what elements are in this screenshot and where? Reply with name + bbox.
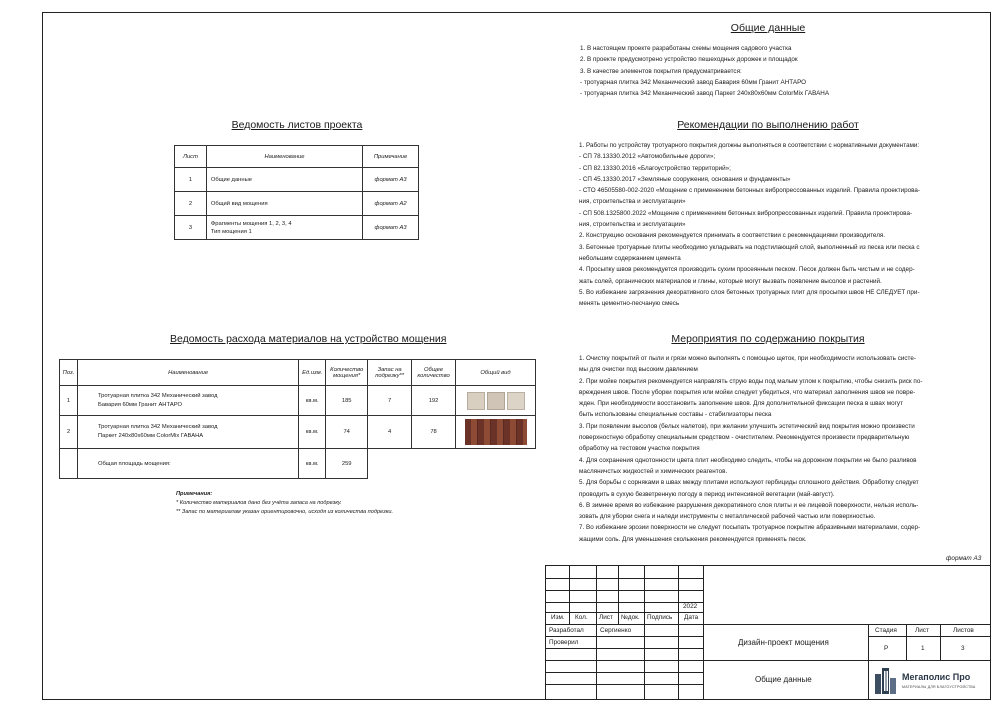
general-data-line: 1. В настоящем проекте разработаны схемы мощения садового участка: [580, 45, 792, 52]
granite-tile-swatch: [467, 392, 485, 410]
notes-head: Примечания:: [176, 491, 213, 497]
maintenance-line: обработку на тестовом участке покрытия: [579, 445, 700, 453]
materials-row-reserve: 4: [368, 416, 412, 449]
stamp-header-kol: Кол.: [575, 614, 588, 621]
general-data-title: Общие данные: [730, 22, 806, 34]
sheets-row-name-line2: Тип мощения 1: [210, 228, 252, 235]
buildings-icon: [874, 666, 898, 694]
materials-row-name-line1: Тротуарная плитка 342 Механический завод: [97, 392, 218, 399]
materials-header-view: Общий вид: [456, 360, 536, 386]
notes: [176, 490, 393, 517]
stamp-header-doc: №док.: [621, 614, 640, 621]
stamp-sheets-value: 3: [961, 645, 965, 652]
recommendations-line: ния, строительства и эксплуатации»: [579, 221, 686, 229]
maintenance-title: Мероприятия по содержанию покрытия: [671, 333, 865, 345]
sheets-row-num: 3: [175, 216, 207, 240]
sheets-header-note: Примечание: [363, 146, 419, 168]
sheets-row-note: формат А3: [363, 168, 419, 192]
materials-header-total: Общее количество: [412, 360, 456, 386]
recommendations-title: Рекомендации по выполнению работ: [677, 119, 859, 131]
materials-header-qty: Количество мощения*: [326, 360, 368, 386]
materials-table: [59, 359, 536, 479]
materials-row-total: 192: [412, 386, 456, 416]
company-logo: [874, 664, 988, 696]
notes-line: ** Запас по материалам указан ориентировочно, исходя из количества подрезки.: [176, 509, 394, 515]
materials-row-total: 78: [412, 416, 456, 449]
stamp-year: 2022: [683, 603, 698, 610]
materials-row-qty: 185: [326, 386, 368, 416]
recommendations-line: жать солей, органических материалов и глины, которые могут вызвать появление высолов и растений.: [579, 277, 882, 285]
maintenance-line: 7. Во избежание эрозии поверхности не следует посыпать тротуарное покрытие абразивными материалами, содер-: [579, 524, 921, 532]
materials-row-name-line1: Тротуарная плитка 342 Механический завод: [97, 424, 218, 430]
stamp-developed-label: Разработал: [549, 627, 584, 634]
maintenance-line: 6. В зимнее время во избежание разрушения декоративного слоя плиты и ее лицевой поверхности, нельзя исполь-: [579, 501, 919, 509]
maintenance-line: 1. Очистку покрытий от пыли и грязи можно выполнять с помощью щеток, при необходимости использовать систе-: [579, 355, 916, 362]
logo-name: Мегаполис Про: [902, 672, 971, 682]
recommendations-line: ния, строительства и эксплуатации»: [579, 198, 686, 206]
maintenance-line: масляничстых жидкостей и химических реагентов.: [579, 467, 728, 475]
stamp-header-sign: Подпись: [647, 614, 673, 621]
recommendations-line: менять цементно-песчаную смесь: [579, 300, 680, 308]
parquet-tile-swatch: [465, 419, 527, 445]
maintenance-line: зовать для уборки снега и наледи инструменты с металлической рабочей частью или поверхностью.: [579, 513, 876, 521]
sheets-table-title: Ведомость листов проекта: [231, 119, 363, 131]
sheets-row-num: 2: [175, 192, 207, 216]
materials-row-view: [456, 386, 536, 416]
materials-row-view: [456, 416, 536, 449]
stamp-developed-name: Сергиенко: [600, 627, 632, 634]
maintenance-list: [579, 353, 922, 545]
maintenance-line: быть использованы специальные составы - стабилизаторы песка: [579, 411, 772, 419]
recommendations-line: 4. Просыпку швов рекомендуется производить сухим просеянным песком. Песок должен быть чистым и не содер-: [579, 266, 915, 274]
materials-row-name-line2: Паркет 240х80х60мм ColorMix ГАВАНА: [97, 433, 204, 439]
sheets-row-note: формат А2: [363, 192, 419, 216]
materials-table-title: Ведомость расхода материалов на устройство мощения: [170, 333, 447, 345]
recommendations-line: - СП 82.13330.2016 «Благоустройство территорий»;: [579, 164, 731, 172]
general-data-line: - тротуарная плитка 342 Механический завод Паркет 240х80х60мм ColorMix ГАВАНА: [580, 90, 830, 98]
materials-row-name: [77, 386, 298, 416]
sheets-row-num: 1: [175, 168, 207, 192]
recommendations-line: - СТО 46505580-002-2020 «Мощение с применением бетонных вибропрессованных изделий. Правила проектирова-: [579, 187, 920, 195]
stamp-sheets-label: Листов: [953, 627, 974, 634]
stamp-stage-value: Р: [884, 645, 889, 652]
materials-row-unit: кв.м.: [299, 386, 326, 416]
materials-total-unit: кв.м.: [299, 449, 326, 479]
materials-total-pos: [60, 449, 78, 479]
notes-line: * Количество материалов дано без учёта запаса на подрезку.: [176, 500, 342, 506]
materials-row-name-line2: Бавария 60мм Гранит АНТАРО: [97, 401, 182, 408]
recommendations-list: [579, 140, 920, 309]
materials-total-empty: [368, 449, 536, 479]
stamp-header-date: Дата: [684, 614, 699, 621]
general-data-line: 2. В проекте предусмотрено устройство пешеходных дорожек и площадок: [580, 56, 798, 64]
stamp-sheet-value: 1: [921, 645, 925, 652]
maintenance-line: поверхностную обработку специальным средством - очистителем. Рекомендуется произвести предварительную: [579, 434, 910, 442]
maintenance-line: жден. При необходимости восстановить заполнение швов. Для дополнительной фиксации песка в швах могут: [579, 400, 903, 408]
materials-header-reserve: Запас на подрезку**: [368, 360, 412, 386]
maintenance-line: мы для очистки под высоким давлением: [579, 366, 698, 374]
stamp-stage-label: Стадия: [875, 627, 897, 634]
sheets-row-note: формат А3: [363, 216, 419, 240]
recommendations-line: небольшим содержанием цемента: [579, 254, 681, 262]
recommendations-line: 3. Бетонные тротуарные плиты необходимо укладывать на подстилающий слой, выполненный из песка или песка с: [579, 243, 920, 251]
stamp-header-izm: Изм.: [551, 614, 565, 621]
materials-row-qty: 74: [326, 416, 368, 449]
general-data-line: 3. В качестве элементов покрытия предусматривается:: [580, 67, 742, 75]
granite-tile-swatch: [507, 392, 525, 410]
sheets-row-name: Общий вид мощения: [206, 192, 362, 216]
recommendations-line: - СП 45.13330.2017 «Земляные сооружения, основания и фундаменты»: [579, 175, 791, 183]
stamp-checked-label: Проверил: [549, 639, 579, 646]
maintenance-line: вреждения швов. После уборки покрытия или мойки следует убедиться, что материал заполнения швов не повре-: [579, 388, 916, 396]
materials-header-unit: Ед.изм.: [299, 360, 326, 386]
maintenance-line: 2. При мойке покрытия рекомендуется направлять струю воды под малым углом к покрытию, чтобы снизить риск по-: [579, 377, 923, 385]
maintenance-line: 3. При появлении высолов (белых налетов), при желании улучшить эстетический вид покрытия можно произвести: [579, 422, 915, 430]
recommendations-line: - СП 508.1325800.2022 «Мощение с применением бетонных вибропрессованных изделий. Правила проектирова-: [579, 209, 913, 217]
stamp-header-list: Лист: [599, 614, 613, 621]
sheets-header-name: Наименование: [206, 146, 362, 168]
materials-row-pos: 2: [60, 416, 78, 449]
stamp-sheet-title: Общие данные: [755, 675, 812, 684]
stamp-sheet-label: Лист: [915, 627, 929, 634]
granite-tile-swatch: [487, 392, 505, 410]
recommendations-line: 2. Конструкцию основания рекомендуется принимать в соответствии с рекомендациями производителя.: [579, 232, 886, 240]
logo-tagline: МАТЕРИАЛЫ ДЛЯ БЛАГОУСТРОЙСТВА: [902, 685, 976, 689]
materials-total-value: 259: [326, 449, 368, 479]
materials-row-name: [77, 416, 298, 449]
maintenance-line: жащими соль. Для уменьшения скольжения рекомендуется применять песок.: [579, 535, 807, 543]
materials-row-unit: кв.м.: [299, 416, 326, 449]
maintenance-line: 5. Для борьбы с сорняками в швах между плитами используют гербициды сплошного действия. Обработку следует: [579, 479, 919, 487]
materials-row-reserve: 7: [368, 386, 412, 416]
sheets-row-name: [206, 216, 362, 240]
general-data-list: [580, 43, 829, 99]
sheets-table: [174, 145, 419, 240]
recommendations-line: 1. Работы по устройству тротуарного покрытия должны выполняться в соответствии с нормативными документами:: [579, 142, 920, 149]
sheets-row-name-line1: Фрагменты мощения 1, 2, 3, 4: [210, 220, 292, 227]
sheets-header-num: Лист: [175, 146, 207, 168]
materials-header-name: Наименование: [77, 360, 298, 386]
materials-row-pos: 1: [60, 386, 78, 416]
maintenance-line: проводить в сухую безветренную погоду в период интенсивной вегетации (май-август).: [579, 490, 835, 498]
sheets-row-name: Общие данные: [206, 168, 362, 192]
recommendations-line: - СП 78.13330.2012 «Автомобильные дороги»;: [579, 153, 716, 161]
materials-total-label: Общая площадь мощения:: [77, 449, 298, 479]
maintenance-line: 4. Для сохранения однотонности цвета плит необходимо следить, чтобы на дорожном покрытии не было разливов: [579, 456, 917, 464]
stamp-project-title: Дизайн-проект мощения: [738, 638, 829, 647]
general-data-line: - тротуарная плитка 342 Механический завод Бавария 60мм Гранит АНТАРО: [580, 78, 807, 86]
materials-header-pos: Поз.: [60, 360, 78, 386]
format-label: формат А3: [946, 555, 982, 562]
recommendations-line: 5. Во избежание загрязнения декоративного слоя бетонных тротуарных плит для просыпки швов НЕ СЛЕДУЕТ при-: [579, 288, 920, 296]
